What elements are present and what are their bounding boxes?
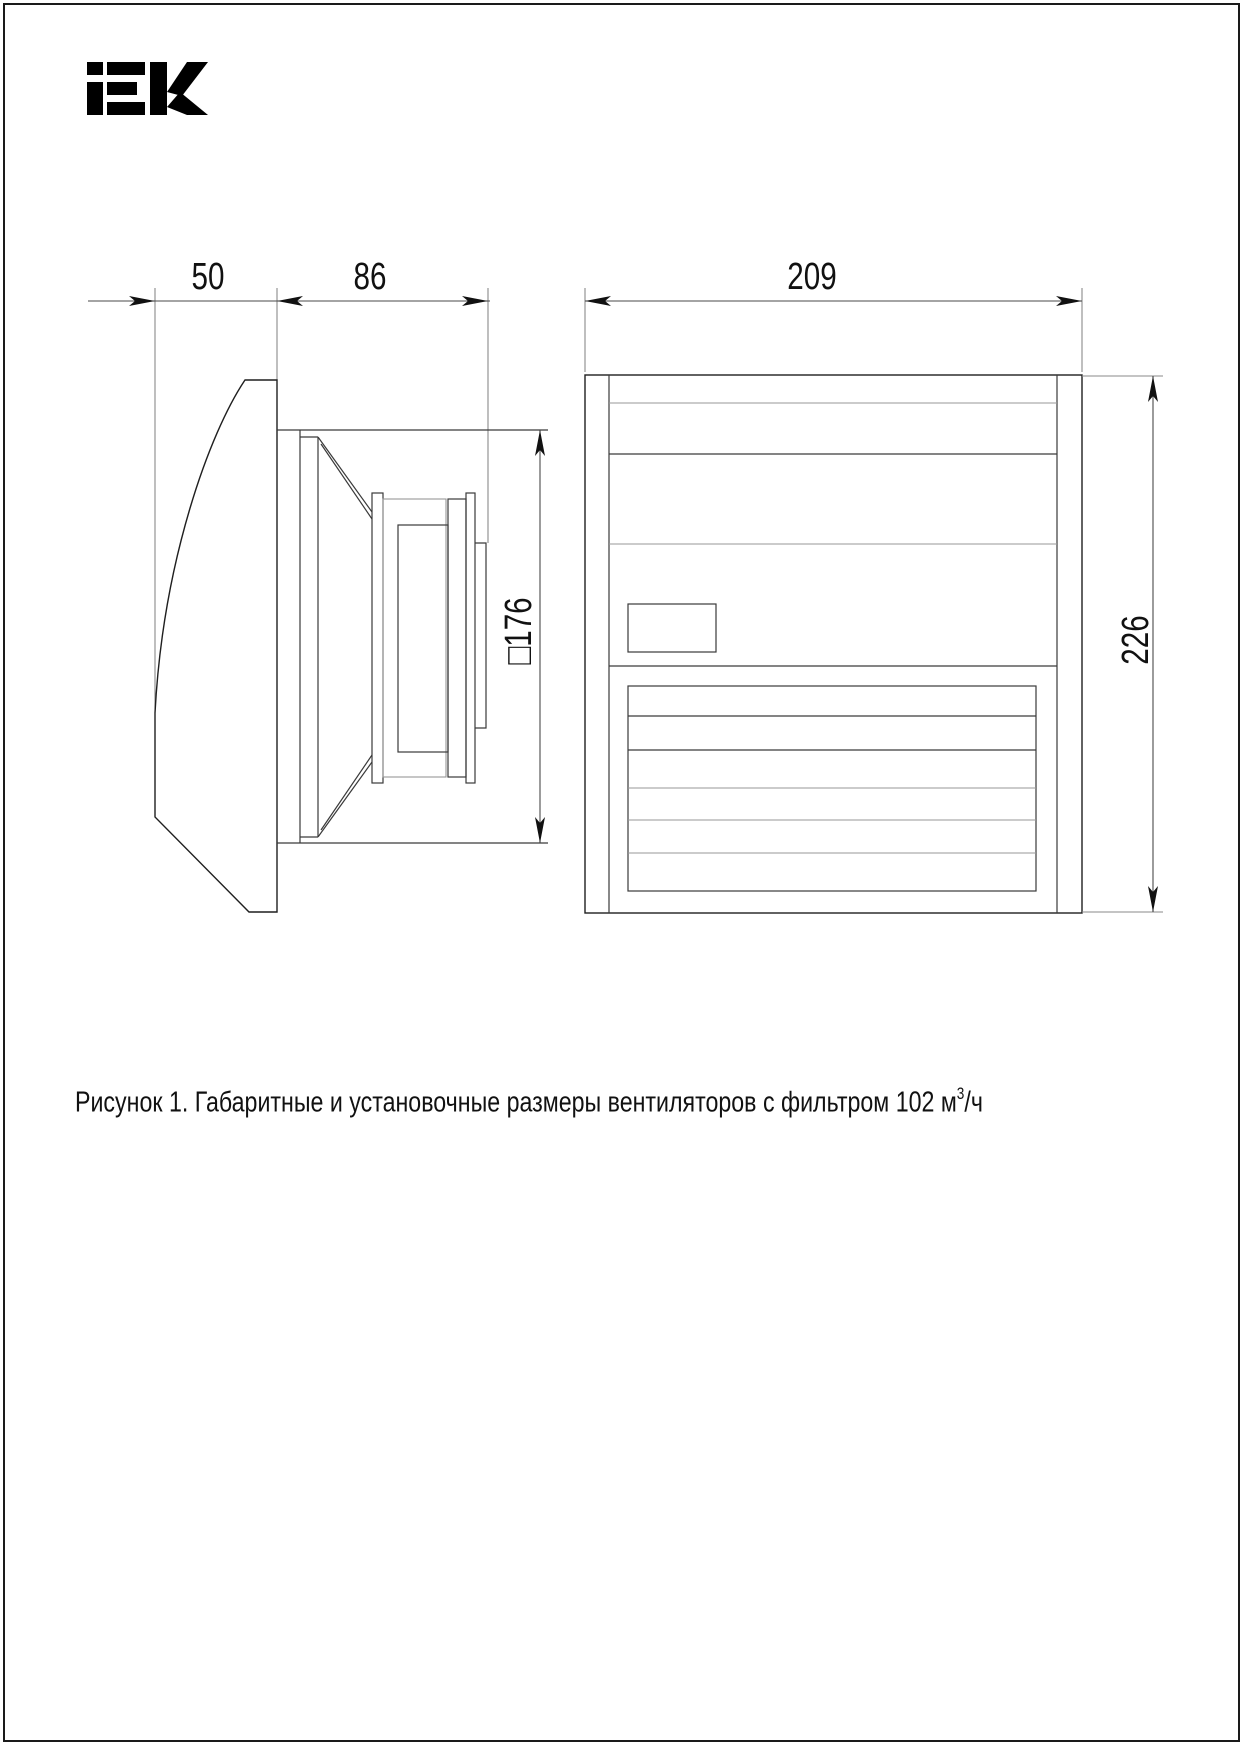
rear-housing-step [475,543,486,728]
dim-label-square-176: □176 [497,597,540,665]
cabinet-outline [585,375,1082,913]
caption-text: Рисунок 1. Габаритные и установочные размеры вентиляторов с фильтром 102 м [75,1086,957,1119]
cone-bottom-outer [318,762,372,837]
front-flange [372,493,383,783]
nameplate [628,604,716,652]
dim-label-50: 50 [191,255,225,298]
motor-block [398,525,448,752]
dim-label-226: 226 [1114,615,1157,665]
cone-bottom-inner [321,755,372,830]
louver-cover-outline [155,380,277,912]
housing-tube [383,499,446,777]
rear-collar [466,493,475,783]
figure-caption [75,1086,983,1120]
rear-flange [448,499,466,777]
side-view [88,256,548,912]
front-view [585,256,1163,913]
dim-label-209: 209 [787,255,837,298]
cone-top-inner [321,444,372,519]
cone-top-outer [318,437,372,512]
caption-superscript: 3 [956,1084,965,1103]
caption-suffix: /ч [964,1086,983,1119]
dim-label-86: 86 [353,255,387,298]
